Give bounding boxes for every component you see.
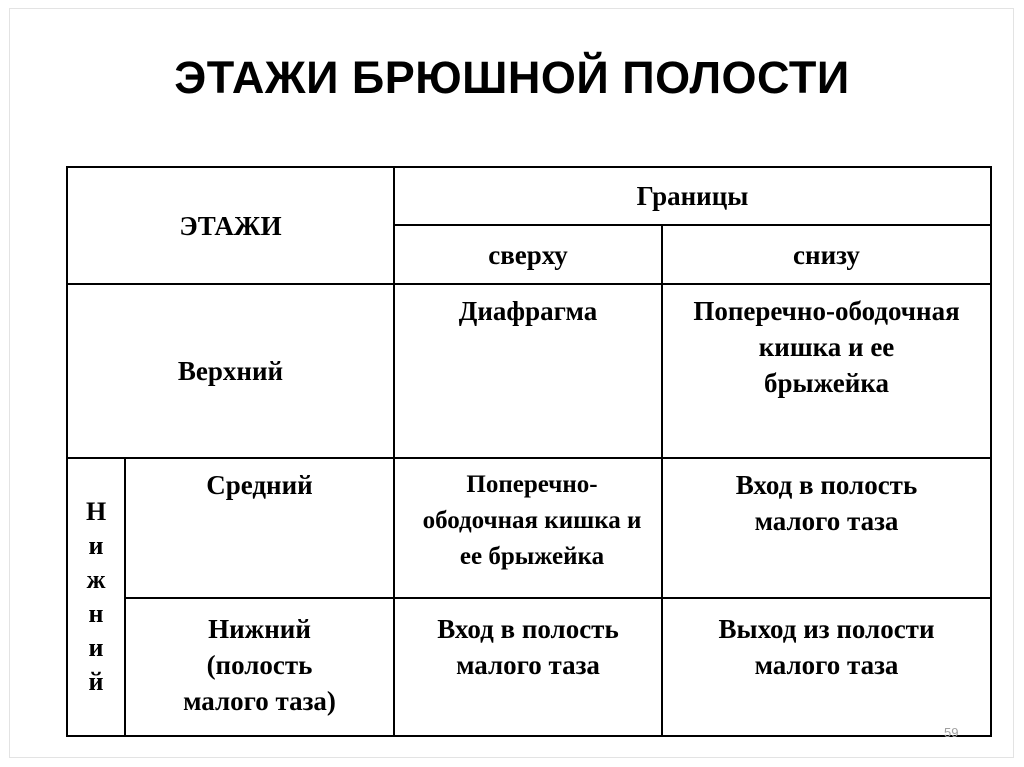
table-row-middle-floor bbox=[67, 458, 991, 598]
lower-floor-top-border: Вход в полость малого таза bbox=[394, 598, 662, 736]
lower-floor-name: Нижний (полость малого таза) bbox=[125, 598, 394, 736]
lower-group-label: Нижний bbox=[86, 497, 107, 696]
table-row-upper-floor bbox=[67, 284, 991, 458]
lower-group-label-cell bbox=[67, 458, 125, 736]
lower-floor-bottom-border: Выход из полости малого таза bbox=[662, 598, 991, 736]
floors-header-cell: ЭТАЖИ bbox=[67, 167, 394, 284]
upper-floor-name: Верхний bbox=[67, 284, 394, 458]
middle-floor-name: Средний bbox=[125, 458, 394, 598]
upper-floor-top-border: Диафрагма bbox=[394, 284, 662, 458]
middle-floor-top-border: Поперечно-ободочная кишка и ее брыжейка bbox=[394, 458, 662, 598]
page-title: ЭТАЖИ БРЮШНОЙ ПОЛОСТИ bbox=[174, 52, 850, 103]
header-row-1 bbox=[67, 167, 991, 225]
table-row-lower-floor bbox=[67, 598, 991, 736]
upper-border-header: сверху bbox=[394, 225, 662, 284]
abdominal-floors-table bbox=[66, 166, 992, 737]
page-number: 59 bbox=[944, 725, 959, 740]
lower-border-header: снизу bbox=[662, 225, 991, 284]
upper-floor-bottom-border: Поперечно-ободочная кишка и ее брыжейка bbox=[662, 284, 991, 458]
middle-floor-bottom-border: Вход в полость малого таза bbox=[662, 458, 991, 598]
borders-header-cell: Границы bbox=[394, 167, 991, 225]
